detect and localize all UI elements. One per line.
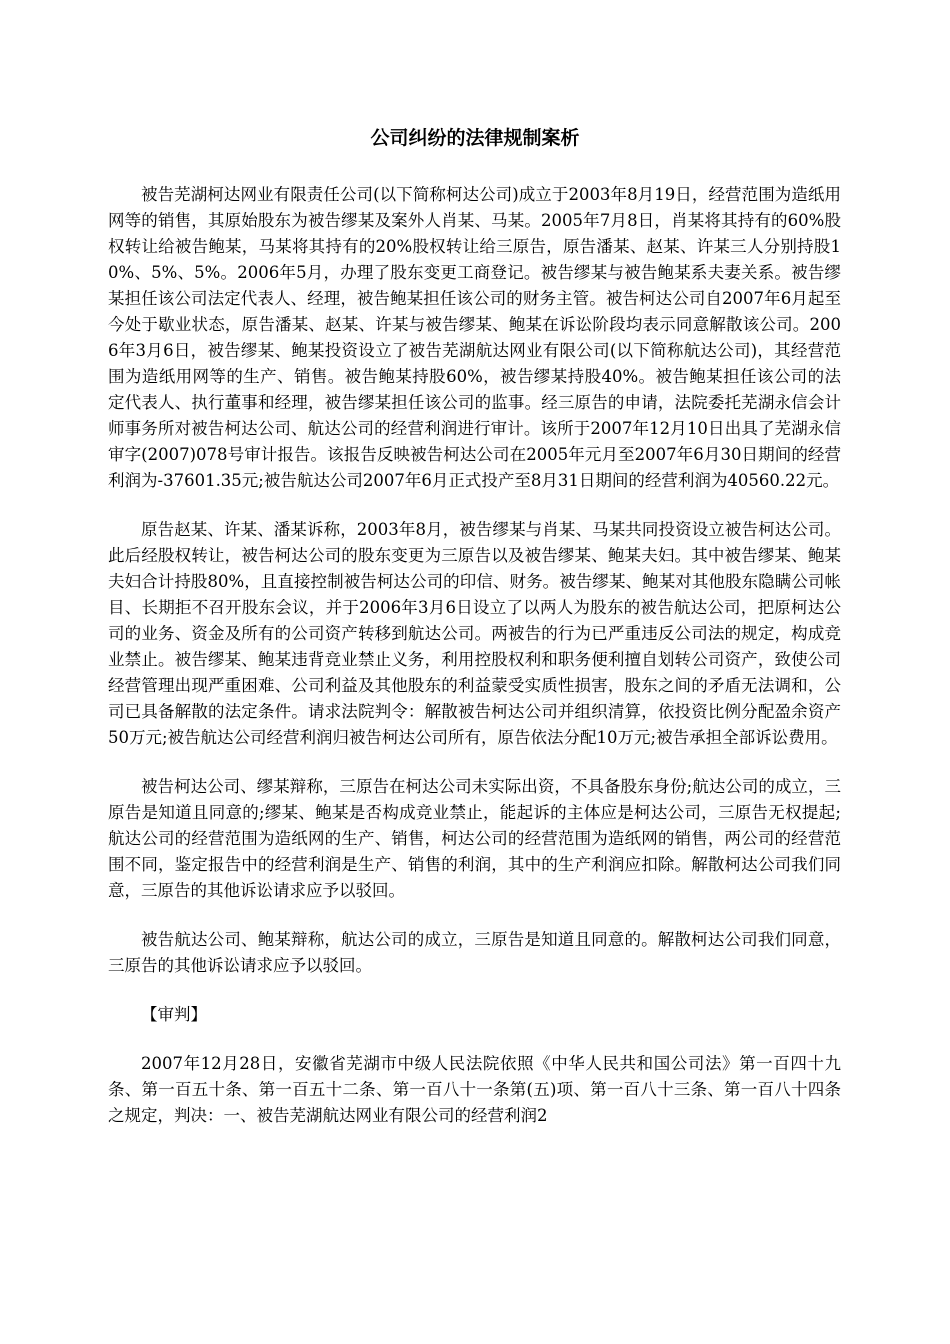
paragraph-defendant-hangda-defense: 被告航达公司、鲍某辩称，航达公司的成立，三原告是知道且同意的。解散柯达公司我们同意，三原告的其他诉讼请求应予以驳回。: [108, 930, 841, 975]
paragraph-defendant-keda-defense: 被告柯达公司、缪某辩称，三原告在柯达公司未实际出资，不具备股东身份;航达公司的成立，三原告是知道且同意的;缪某、鲍某是否构成竞业禁止，能起诉的主体应是柯达公司，三原告无权提起;航达公司的经营范围为造纸网的生产、销售，柯达公司的经营范围为造纸网的销售，两公司的经营范围不同，鉴定报告中的经营利润是生产、销售的利润，其中的生产利润应扣除。解散柯达公司我们同意，三原告的其他诉讼请求应予以驳回。: [108, 777, 841, 900]
paragraph-case-facts: 被告芜湖柯达网业有限责任公司(以下简称柯达公司)成立于2003年8月19日，经营范围为造纸用网等的销售，其原始股东为被告缪某及案外人肖某、马某。2005年7月8日，肖某将其持有的60%股权转让给被告鲍某，马某将其持有的20%股权转让给三原告，原告潘某、赵某、许某三人分别持股10%、5%、5%。2006年5月，办理了股东变更工商登记。被告缪某与被告鲍某系夫妻关系。被告缪某担任该公司法定代表人、经理，被告鲍某担任该公司的财务主管。被告柯达公司自2007年6月起至今处于歇业状态，原告潘某、赵某、许某与被告缪某、鲍某在诉讼阶段均表示同意解散该公司。2006年3月6日，被告缪某、鲍某投资设立了被告芜湖航达网业有限公司(以下简称航达公司)，其经营范围为造纸用网等的生产、销售。被告鲍某持股60%，被告缪某持股40%。被告鲍某担任该公司的法定代表人、执行董事和经理，被告缪某担任该公司的监事。经三原告的申请，法院委托芜湖永信会计师事务所对被告柯达公司、航达公司的经营利润进行审计。该所于2007年12月10日出具了芜湖永信审字(2007)078号审计报告。该报告反映被告柯达公司在2005年元月至2007年6月30日期间的经营利润为-37601.35元;被告航达公司2007年6月正式投产至8月31日期间的经营利润为40560.22元。: [108, 185, 841, 490]
paragraph-plaintiff-claims: 原告赵某、许某、潘某诉称，2003年8月，被告缪某与肖某、马某共同投资设立被告柯达公司。此后经股权转让，被告柯达公司的股东变更为三原告以及被告缪某、鲍某夫妇。其中被告缪某、鲍某夫妇合计持股80%，且直接控制被告柯达公司的印信、财务。被告缪某、鲍某对其他股东隐瞒公司帐目、长期拒不召开股东会议，并于2006年3月6日设立了以两人为股东的被告航达公司，把原柯达公司的业务、资金及所有的公司资产转移到航达公司。两被告的行为已严重违反公司法的规定，构成竞业禁止。被告缪某、鲍某违背竞业禁止义务，利用控股权利和职务便利擅自划转公司资产，致使公司经营管理出现严重困难、公司利益及其他股东的利益蒙受实质性损害，股东之间的矛盾无法调和，公司已具备解散的法定条件。请求法院判令：解散被告柯达公司并组织清算，依投资比例分配盈余资产50万元;被告航达公司经营利润归被告柯达公司所有，原告依法分配10万元;被告承担全部诉讼费用。: [108, 520, 841, 747]
paragraph-judgment: 2007年12月28日，安徽省芜湖市中级人民法院依照《中华人民共和国公司法》第一百四十九条、第一百五十条、第一百五十二条、第一百八十一条第(五)项、第一百八十三条、第一百八十四条之规定，判决：一、被告芜湖航达网业有限公司的经营利润2: [108, 1054, 841, 1125]
document-title: 公司纠纷的法律规制案析: [370, 127, 580, 149]
document-body: [108, 182, 841, 1152]
section-heading-judgment: 【审判】: [141, 1005, 207, 1024]
